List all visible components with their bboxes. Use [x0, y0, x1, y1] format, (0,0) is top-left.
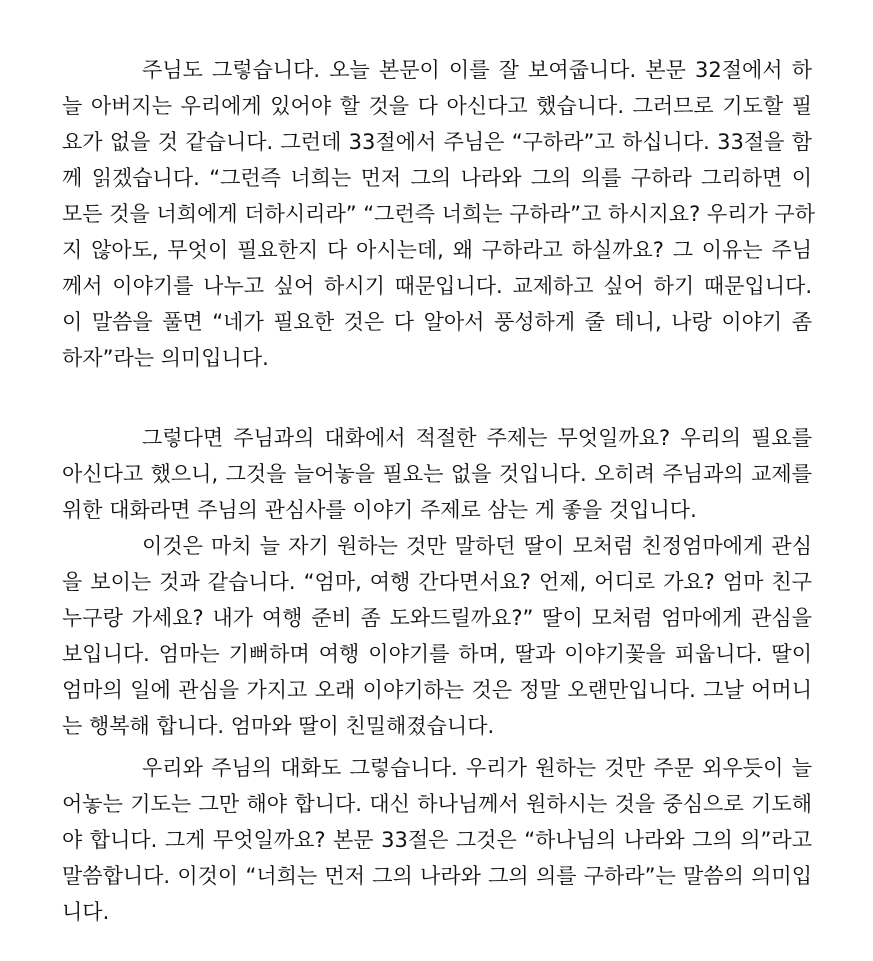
text-line: 그렇다면 주님과의 대화에서 적절한 주제는 무엇일까요? 우리의 필요를: [142, 426, 812, 450]
text-line: 우리와 주님의 대화도 그렇습니다. 우리가 원하는 것만 주문 외우듯이 늘: [142, 756, 812, 780]
text-line: 을 보이는 것과 같습니다. “엄마, 여행 간다면서요? 언제, 어디로 가요? 엄마 친구: [62, 570, 812, 594]
text-line: 말씀합니다. 이것이 “너희는 먼저 그의 나라와 그의 의를 구하라”는 말씀의 의미입: [62, 864, 812, 888]
text-line: 이 말씀을 풀면 “네가 필요한 것은 다 알아서 풍성하게 줄 테니, 나랑 이야기 좀: [62, 310, 812, 334]
text-line: 는 행복해 합니다. 엄마와 딸이 친밀해졌습니다.: [62, 714, 495, 738]
text-line: 늘 아버지는 우리에게 있어야 할 것을 다 아신다고 했습니다. 그러므로 기도할 필: [62, 94, 812, 118]
text-line: 이것은 마치 늘 자기 원하는 것만 말하던 딸이 모처럼 친정엄마에게 관심: [142, 534, 812, 558]
text-line: 께 읽겠습니다. “그런즉 너희는 먼저 그의 나라와 그의 의를 구하라 그리하면 이: [62, 166, 812, 190]
text-line: 야 합니다. 그게 무엇일까요? 본문 33절은 그것은 “하나님의 나라와 그의 의”라고: [62, 828, 812, 852]
text-line: 요가 없을 것 같습니다. 그런데 33절에서 주님은 “구하라”고 하십니다. 33절을 함: [62, 130, 812, 154]
text-line: 모든 것을 너희에게 더하시리라” “그런즉 너희는 구하라”고 하시지요? 우리가 구하: [62, 202, 816, 226]
text-line: 위한 대화라면 주님의 관심사를 이야기 주제로 삼는 게 좋을 것입니다.: [62, 498, 697, 522]
text-line: 께서 이야기를 나누고 싶어 하시기 때문입니다. 교제하고 싶어 하기 때문입니다.: [62, 274, 812, 298]
text-line: 누구랑 가세요? 내가 여행 준비 좀 도와드릴까요?” 딸이 모처럼 엄마에게 관심을: [62, 606, 812, 630]
text-line: 어놓는 기도는 그만 해야 합니다. 대신 하나님께서 원하시는 것을 중심으로 기도해: [62, 792, 812, 816]
text-line: 니다.: [62, 900, 110, 924]
text-line: 보입니다. 엄마는 기뻐하며 여행 이야기를 하며, 딸과 이야기꽃을 피웁니다. 딸이: [62, 642, 812, 666]
text-line: 하자”라는 의미입니다.: [62, 346, 269, 370]
text-line: 지 않아도, 무엇이 필요한지 다 아시는데, 왜 구하라고 하실까요? 그 이유는 주님: [62, 238, 812, 262]
text-line: 아신다고 했으니, 그것을 늘어놓을 필요는 없을 것입니다. 오히려 주님과의 교제를: [62, 462, 812, 486]
text-line: 주님도 그렇습니다. 오늘 본문이 이를 잘 보여줍니다. 본문 32절에서 하: [142, 58, 812, 82]
text-line: 엄마의 일에 관심을 가지고 오래 이야기하는 것은 정말 오랜만입니다. 그날 어머니: [62, 678, 812, 702]
